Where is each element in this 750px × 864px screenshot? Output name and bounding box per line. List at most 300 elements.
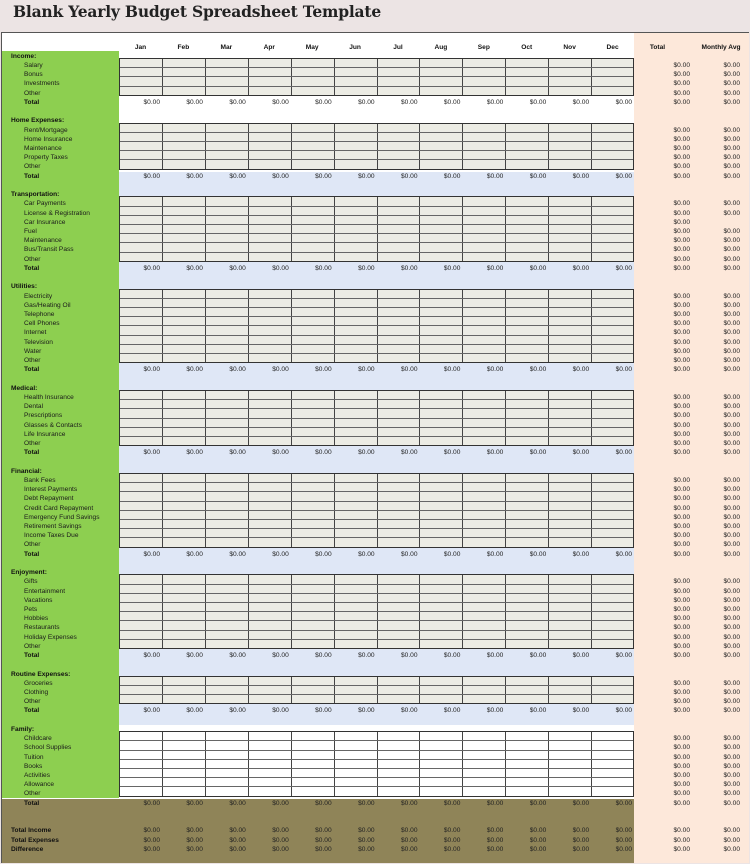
input-grid[interactable] [119,196,634,262]
summary-month-value: $0.00 [358,845,375,853]
row-total: $0.00 [673,744,690,752]
section-header: Transportation: [11,191,60,199]
line-item-label: Other [24,163,41,171]
summary-month-value: $0.00 [358,836,375,844]
line-item-label: Health Insurance [24,393,74,401]
row-divider [120,242,633,243]
section-monthly-avg: $0.00 [723,799,740,807]
month-total: $0.00 [272,172,289,180]
row-monthly-avg: $0.00 [723,301,740,309]
row-monthly-avg: $0.00 [723,615,740,623]
month-total: $0.00 [272,799,289,807]
month-total: $0.00 [400,98,418,106]
summary-month-value: $0.00 [400,845,418,853]
section-total-label: Total [24,449,40,457]
summary-month-value: $0.00 [315,827,332,835]
row-divider [120,408,633,409]
month-total: $0.00 [186,652,203,660]
month-header: Jul [393,43,403,51]
row-total: $0.00 [673,71,690,79]
section-header: Home Expenses: [11,117,65,125]
month-total: $0.00 [615,550,633,558]
row-divider [120,740,633,741]
month-header: Dec [606,43,619,51]
line-item-label: Income Taxes Due [24,532,79,540]
month-total: $0.00 [572,366,590,374]
summary-month-value: $0.00 [186,836,203,844]
line-item-label: Other [24,642,41,650]
summary-month-value: $0.00 [143,827,160,835]
month-total: $0.00 [529,172,547,180]
line-item-label: Bank Fees [24,476,56,484]
month-total: $0.00 [272,98,289,106]
row-monthly-avg: $0.00 [723,430,740,438]
month-header: Sep [477,43,490,51]
month-total: $0.00 [272,264,289,272]
month-total: $0.00 [615,172,633,180]
month-total: $0.00 [315,449,332,457]
line-item-label: Clothing [24,689,49,696]
month-total: $0.00 [315,366,332,374]
row-total: $0.00 [673,209,690,217]
month-total: $0.00 [358,799,375,807]
section-total-label: Total [24,799,40,807]
month-total: $0.00 [486,366,504,374]
month-total: $0.00 [400,366,418,374]
month-total: $0.00 [400,449,418,457]
row-total: $0.00 [673,200,690,208]
input-grid[interactable] [119,676,634,705]
row-divider [120,537,633,538]
row-monthly-avg: $0.00 [723,412,740,420]
month-total: $0.00 [143,264,160,272]
section-total-label: Total [24,366,40,374]
summary-month-value: $0.00 [186,827,203,835]
month-total: $0.00 [400,172,418,180]
month-total: $0.00 [529,550,547,558]
month-total: $0.00 [143,707,160,715]
summary-month-value: $0.00 [443,845,461,853]
row-monthly-avg: $0.00 [723,393,740,401]
summary-label: Total Income [11,827,52,835]
row-total: $0.00 [673,633,690,641]
row-total: $0.00 [673,228,690,235]
summary-month-value: $0.00 [315,836,332,844]
summary-month-value: $0.00 [143,836,160,844]
input-grid[interactable] [119,574,634,649]
section-total: $0.00 [673,98,690,106]
section-total-label: Total [24,264,40,272]
section-total: $0.00 [673,707,690,715]
month-total: $0.00 [486,707,504,715]
row-total: $0.00 [673,790,690,798]
section-header: Routine Expenses: [11,670,71,678]
column-divider [248,124,249,169]
column-divider [419,124,420,169]
section-monthly-avg: $0.00 [723,550,740,558]
section-monthly-avg: $0.00 [723,652,740,660]
month-total: $0.00 [529,799,547,807]
row-divider [120,307,633,308]
row-monthly-avg: $0.00 [723,292,740,300]
row-monthly-avg: $0.00 [723,633,740,641]
section-total-label: Total [24,172,40,180]
row-monthly-avg: $0.00 [723,771,740,779]
month-total: $0.00 [186,550,203,558]
row-divider [120,436,633,437]
month-total: $0.00 [615,264,633,272]
month-total: $0.00 [229,366,246,374]
month-header: Nov [563,43,576,51]
input-grid[interactable] [119,731,634,797]
line-item-label: License & Registration [24,209,90,217]
line-item-label: Car Insurance [24,218,66,226]
row-monthly-avg: $0.00 [723,403,740,411]
section-header: Enjoyment: [11,569,47,577]
row-total: $0.00 [673,495,690,503]
month-header: Jan [134,43,147,51]
month-total: $0.00 [443,449,461,457]
column-divider [162,677,163,704]
column-divider [462,124,463,169]
row-divider [120,224,633,225]
row-divider [120,418,633,419]
row-total: $0.00 [673,781,690,789]
row-monthly-avg: $0.00 [723,255,740,263]
column-divider [591,677,592,704]
row-total: $0.00 [673,338,690,346]
row-total: $0.00 [673,301,690,309]
month-total: $0.00 [443,366,461,374]
row-monthly-avg: $0.00 [723,513,740,521]
month-total: $0.00 [186,366,203,374]
row-divider [120,399,633,400]
row-divider [120,215,633,216]
row-total: $0.00 [673,541,690,549]
row-divider [120,76,633,77]
column-divider [334,677,335,704]
input-grid[interactable] [119,473,634,548]
month-total: $0.00 [572,707,590,715]
month-total: $0.00 [229,799,246,807]
column-divider [205,124,206,169]
row-monthly-avg: $0.00 [723,578,740,586]
month-header: Apr [263,43,275,51]
row-total: $0.00 [673,771,690,779]
month-total: $0.00 [358,707,375,715]
row-monthly-avg: $0.00 [723,329,740,337]
month-total: $0.00 [358,550,375,558]
row-total: $0.00 [673,310,690,318]
row-divider [120,335,633,336]
summary-month-value: $0.00 [229,827,246,835]
section-header: Income: [11,52,37,60]
row-divider [120,141,633,142]
section-total: $0.00 [673,550,690,558]
month-total: $0.00 [186,449,203,457]
row-total: $0.00 [673,80,690,88]
month-total: $0.00 [615,366,633,374]
section-total-label: Total [24,98,40,106]
month-total: $0.00 [443,98,461,106]
summary-monthly-avg: $0.00 [723,836,740,844]
month-total: $0.00 [272,449,289,457]
summary-month-value: $0.00 [486,845,504,853]
row-divider [120,344,633,345]
line-item-label: Telephone [24,310,55,318]
summary-label: Difference [11,845,44,853]
month-total: $0.00 [315,799,332,807]
section-total: $0.00 [673,366,690,374]
line-item-label: Entertainment [24,587,66,595]
input-grid[interactable] [119,289,634,364]
month-total: $0.00 [529,264,547,272]
row-monthly-avg: $0.00 [723,357,740,365]
row-monthly-avg: $0.00 [723,762,740,770]
summary-month-value: $0.00 [572,845,590,853]
line-item-label: Dental [24,403,44,411]
month-total: $0.00 [315,707,332,715]
month-total: $0.00 [272,550,289,558]
row-monthly-avg: $0.00 [723,62,740,70]
month-total: $0.00 [358,449,375,457]
row-monthly-avg: $0.00 [723,135,740,143]
summary-month-value: $0.00 [529,836,547,844]
summary-month-value: $0.00 [400,827,418,835]
row-divider [120,528,633,529]
line-item-label: Hobbies [24,615,49,623]
row-monthly-avg: $0.00 [723,338,740,346]
row-divider [120,501,633,502]
summary-month-value: $0.00 [443,827,461,835]
line-item-label: Bus/Transit Pass [24,246,74,254]
row-total: $0.00 [673,504,690,512]
month-total: $0.00 [529,366,547,374]
row-total: $0.00 [673,163,690,171]
line-item-label: School Supplies [24,744,72,752]
column-divider [548,677,549,704]
page-title: Blank Yearly Budget Spreadsheet Template [13,2,382,21]
summary-month-value: $0.00 [272,827,289,835]
section-header: Family: [11,725,35,733]
row-monthly-avg: $0.00 [723,154,740,162]
line-item-label: Car Payments [24,200,66,208]
row-monthly-avg: $0.00 [723,71,740,79]
month-total: $0.00 [315,652,332,660]
row-total: $0.00 [673,532,690,540]
row-monthly-avg: $0.00 [723,80,740,88]
row-monthly-avg: $0.00 [723,246,740,254]
section-total: $0.00 [673,652,690,660]
month-total: $0.00 [529,652,547,660]
row-monthly-avg: $0.00 [723,679,740,687]
line-item-label: Life Insurance [24,430,66,438]
line-item-label: Debt Repayment [24,495,74,503]
row-divider [120,602,633,603]
month-header: Aug [434,43,448,51]
input-grid[interactable] [119,390,634,446]
row-total: $0.00 [673,735,690,743]
summary-month-value: $0.00 [186,845,203,853]
month-total: $0.00 [358,366,375,374]
month-total: $0.00 [400,550,418,558]
row-total: $0.00 [673,62,690,70]
line-item-label: Rent/Mortgage [24,126,68,134]
month-total: $0.00 [400,799,418,807]
month-total: $0.00 [186,172,203,180]
line-item-label: Gas/Heating Oil [24,301,71,309]
row-divider [120,482,633,483]
month-total: $0.00 [615,98,633,106]
line-item-label: Groceries [24,679,53,687]
row-total: $0.00 [673,762,690,770]
line-item-label: Vacations [24,596,53,604]
row-total: $0.00 [673,357,690,365]
row-divider [120,427,633,428]
month-total: $0.00 [486,652,504,660]
row-divider [120,233,633,234]
column-divider [377,124,378,169]
month-total: $0.00 [529,98,547,106]
row-total: $0.00 [673,476,690,484]
line-item-label: Tuition [24,753,44,761]
summary-label: Total Expenses [11,836,59,844]
line-item-label: Television [24,338,53,346]
line-item-label: Electricity [24,292,53,300]
line-item-label: Allowance [24,781,55,789]
row-monthly-avg: $0.00 [723,504,740,512]
row-divider [120,777,633,778]
summary-month-value: $0.00 [358,827,375,835]
month-total: $0.00 [186,264,203,272]
month-total: $0.00 [572,799,590,807]
line-item-label: Other [24,255,41,263]
row-total: $0.00 [673,412,690,420]
section-header: Financial: [11,467,42,475]
line-item-label: Maintenance [24,237,62,245]
line-item-label: Activities [24,771,51,779]
input-grid[interactable] [119,58,634,96]
line-item-label: Bonus [24,71,43,79]
month-total: $0.00 [315,98,332,106]
month-total: $0.00 [443,264,461,272]
line-item-label: Gifts [24,578,38,586]
month-total: $0.00 [358,172,375,180]
row-monthly-avg: $0.00 [723,523,740,531]
row-total: $0.00 [673,292,690,300]
month-total: $0.00 [572,652,590,660]
row-total: $0.00 [673,218,690,226]
row-divider [120,491,633,492]
column-divider [462,677,463,704]
section-total: $0.00 [673,172,690,180]
month-total: $0.00 [143,449,160,457]
row-monthly-avg: $0.00 [723,532,740,540]
row-total: $0.00 [673,596,690,604]
column-divider [162,124,163,169]
month-header: Feb [177,43,190,51]
summary-month-value: $0.00 [143,845,160,853]
month-header: May [305,43,319,51]
month-total: $0.00 [443,172,461,180]
summary-month-value: $0.00 [572,827,590,835]
row-monthly-avg: $0.00 [723,320,740,328]
line-item-label: Retirement Savings [24,523,82,531]
month-total: $0.00 [229,550,246,558]
row-monthly-avg: $0.00 [723,347,740,355]
month-total: $0.00 [272,707,289,715]
row-total: $0.00 [673,624,690,632]
row-monthly-avg: $0.00 [723,310,740,318]
line-item-label: Other [24,790,41,798]
month-total: $0.00 [186,707,203,715]
row-total: $0.00 [673,642,690,650]
section-total: $0.00 [673,264,690,272]
month-total: $0.00 [315,550,332,558]
month-total: $0.00 [572,550,590,558]
month-total: $0.00 [572,172,590,180]
row-divider [120,639,633,640]
row-divider [120,316,633,317]
month-total: $0.00 [486,264,504,272]
row-monthly-avg: $0.00 [723,421,740,429]
summary-monthly-avg: $0.00 [723,827,740,835]
month-total: $0.00 [572,449,590,457]
row-divider [120,298,633,299]
month-header: Jun [349,43,361,51]
section-header: Medical: [11,384,38,392]
section-monthly-avg: $0.00 [723,707,740,715]
row-total: $0.00 [673,89,690,97]
line-item-label: Childcare [24,735,52,743]
row-divider [120,611,633,612]
month-total: $0.00 [615,707,633,715]
line-item-label: Cell Phones [24,320,60,328]
month-header: Mar [220,43,233,51]
month-total: $0.00 [443,550,461,558]
summary-total: $0.00 [673,827,690,835]
month-total: $0.00 [443,652,461,660]
total-header: Total [649,43,666,51]
summary-month-value: $0.00 [529,845,547,853]
row-monthly-avg: $0.00 [723,145,740,153]
input-grid[interactable] [119,123,634,170]
month-total: $0.00 [143,550,160,558]
row-total: $0.00 [673,698,690,706]
column-divider [205,677,206,704]
line-item-label: Home Insurance [24,135,73,143]
column-divider [377,677,378,704]
row-total: $0.00 [673,421,690,429]
section-monthly-avg: $0.00 [723,264,740,272]
row-divider [120,786,633,787]
row-total: $0.00 [673,606,690,614]
row-total: $0.00 [673,403,690,411]
row-monthly-avg: $0.00 [723,744,740,752]
summary-month-value: $0.00 [443,836,461,844]
row-divider [120,759,633,760]
month-total: $0.00 [443,707,461,715]
month-total: $0.00 [615,652,633,660]
line-item-label: Books [24,762,43,770]
month-total: $0.00 [229,98,246,106]
month-total: $0.00 [486,98,504,106]
row-monthly-avg: $0.00 [723,237,740,245]
line-item-label: Other [24,541,41,549]
row-total: $0.00 [673,255,690,263]
row-total: $0.00 [673,246,690,254]
row-divider [120,685,633,686]
